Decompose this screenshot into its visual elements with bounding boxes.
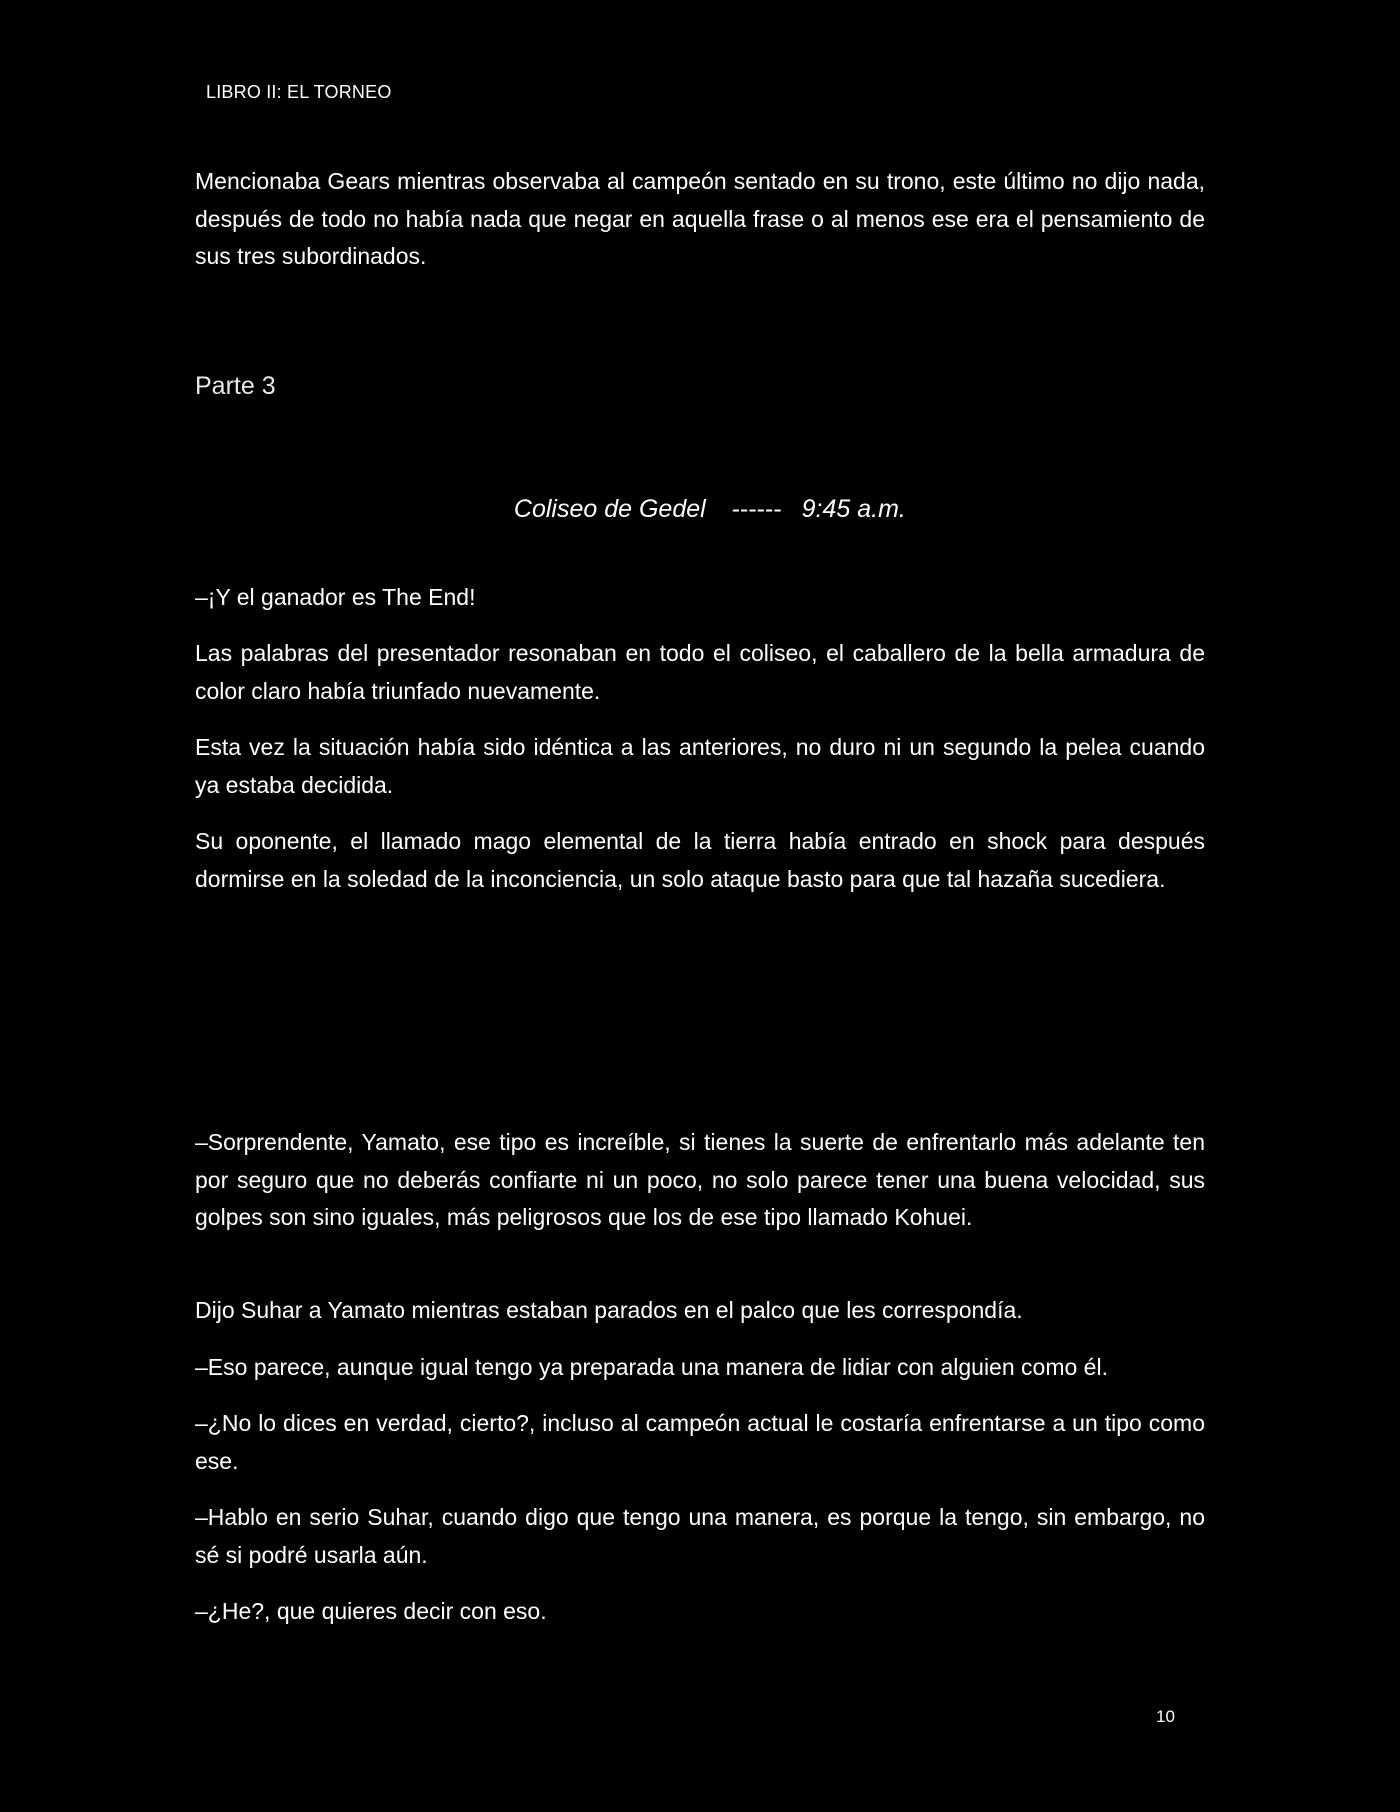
scene-separator: ------	[731, 495, 782, 523]
section-title: Parte 3	[195, 372, 276, 400]
paragraph-eso-parece: –Eso parece, aunque igual tengo ya preparada una manera de lidiar con alguien como él.	[195, 1354, 1108, 1380]
paragraph-suhar: Dijo Suhar a Yamato mientras estaban parados en el palco que les correspondía.	[195, 1297, 1023, 1323]
paragraph-situation: Esta vez la situación había sido idéntica a las anteriores, no duro ni un segundo la pelea cuando ya estaba decidida.	[195, 734, 1205, 798]
scene-time: 9:45 a.m.	[801, 495, 906, 523]
paragraph-no-lo-dices: –¿No lo dices en verdad, cierto?, incluso al campeón actual le costaría enfrentarse a un tipo como ese.	[195, 1410, 1205, 1474]
paragraph-gears: Mencionaba Gears mientras observaba al campeón sentado en su trono, este último no dijo nada, después de todo no había nada que negar en aquella frase o al menos ese era el pensamiento de sus tres subordinados.	[195, 168, 1205, 269]
paragraph-sorprendente: –Sorprendente, Yamato, ese tipo es increíble, si tienes la suerte de enfrentarlo más adelante ten por seguro que no deberás confiarte ni un poco, no solo parece tener una buena velocidad, sus golpes son sino iguales, más peligrosos que los de ese tipo llamado Kohuei.	[195, 1129, 1205, 1230]
page-number: 10	[1156, 1707, 1175, 1726]
paragraph-hablo-en-serio: –Hablo en serio Suhar, cuando digo que tengo una manera, es porque la tengo, sin embargo, no sé si podré usarla aún.	[195, 1504, 1205, 1568]
paragraph-opponent: Su oponente, el llamado mago elemental de la tierra había entrado en shock para después dormirse en la soledad de la inconciencia, un solo ataque basto para que tal hazaña sucediera.	[195, 828, 1205, 892]
paragraph-announcer: Las palabras del presentador resonaban en todo el coliseo, el caballero de la bella armadura de color claro había triunfado nuevamente.	[195, 640, 1205, 704]
scene-place: Coliseo de Gedel	[513, 495, 706, 523]
paragraph-winner: –¡Y el ganador es The End!	[195, 584, 476, 610]
scene-heading	[500, 466, 906, 524]
paragraph-he: –¿He?, que quieres decir con eso.	[195, 1598, 547, 1624]
running-header: LIBRO II: EL TORNEO	[206, 82, 392, 102]
